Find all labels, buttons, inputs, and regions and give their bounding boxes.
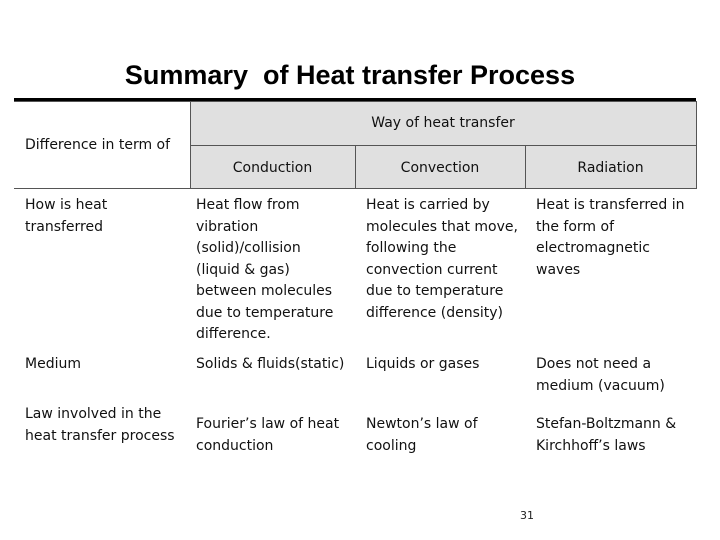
table-cell: Solids & fluids(static) bbox=[196, 356, 345, 372]
table-cell: Does not need a medium (vacuum) bbox=[536, 356, 665, 394]
table-cell: Heat flow from vibration (solid)/collision (liquid & gas) between molecules due to temperature difference. bbox=[196, 197, 334, 342]
table-cell: Heat is transferred in the form of electromagnetic waves bbox=[536, 197, 685, 278]
page-title: Summary of Heat transfer Process bbox=[124, 60, 576, 90]
header-divider bbox=[190, 145, 696, 146]
column-header-conduction: Conduction bbox=[232, 160, 313, 176]
row-label: How is heat transferred bbox=[25, 197, 108, 235]
table-cell: Liquids or gases bbox=[366, 356, 480, 372]
group-header: Way of heat transfer bbox=[371, 115, 515, 131]
row-label: Law involved in the heat transfer process bbox=[25, 406, 175, 444]
row-label: Medium bbox=[25, 356, 81, 372]
table-cell: Heat is carried by molecules that move, following the convection current due to temperature difference (density) bbox=[366, 197, 518, 321]
row-header-label: Difference in term of bbox=[25, 137, 171, 153]
table-cell: Stefan-Boltzmann & Kirchhoff’s laws bbox=[536, 416, 677, 454]
page-number: 31 bbox=[520, 509, 534, 522]
header-right-border bbox=[696, 101, 697, 189]
table-cell: Newton’s law of cooling bbox=[366, 416, 478, 454]
table-cell: Fourier’s law of heat conduction bbox=[196, 416, 340, 454]
column-header-convection: Convection bbox=[400, 160, 480, 176]
table-top-border bbox=[14, 101, 696, 102]
column-header-radiation: Radiation bbox=[577, 160, 644, 176]
